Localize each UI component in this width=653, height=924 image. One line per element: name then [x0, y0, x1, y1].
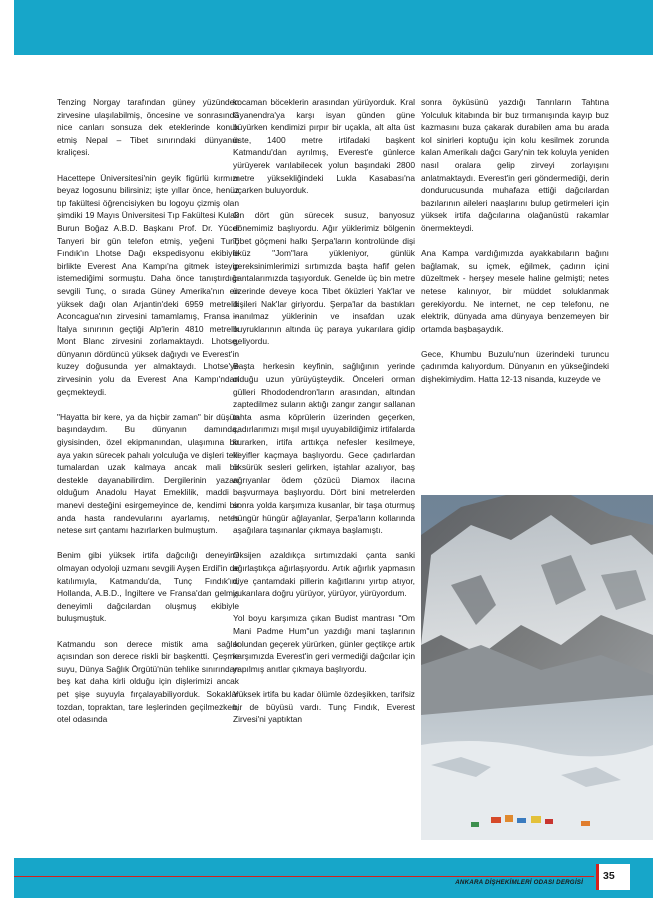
page-number: 35	[603, 870, 615, 882]
journal-name: ANKARA DİŞHEKİMLERİ ODASI DERGİSİ	[455, 879, 583, 886]
paragraph: Benim gibi yüksek irtifa dağcılığı deneyimi olmayan odyoloji uzmanı sevgili Ayşen Erdil'in de katılımıyla, Katmandu'da, Tunç Fındık'ın, Hollanda, A.B.D., İngiltere ve Fransa'dan gelmiş deneyimli dağcılardan oluşmuş ekibiyle buluşmuştuk.	[57, 550, 239, 624]
paragraph: sonra öyküsünü yazdığı Tanrıların Tahtına Yolculuk kitabında bir buz tırmanışında kayıp buz kazmasını buza çakarak durabilen ama bu arada kol sinirleri koptuğu için kolu kesilmek zorunda kalan Amerikalı dağcı Gary'nin tek koluyla yeniden nasıl oralara gelip zirveyi zorlayışını anlatmaktaydı. Everest'in geri göndermediği, derin dondurucusunda muhafaza ettiği dağcılardan bazılarının aileleri naaşlarını bulup getirmeleri için yüksek irtifa dağcılarına olağanüstü rakamlar önermekteydi.	[421, 97, 609, 233]
paragraph: Yol boyu karşımıza çıkan Budist mantrası "Om Mani Padme Hum"un yazdığı mani taşlarının solundan geçerek yürürken, günler geçtikçe artık karşımızda Everest'in geri vermediği dağcılar için yapılmış anıtlar çıkmaya başlıyordu.	[233, 613, 415, 674]
bottom-color-band	[14, 858, 653, 898]
paragraph: "Hayatta bir kere, ya da hiçbir zaman" bir düşün başındaydım. Bu dünyanın damında, giysisinden, özel ekipmanından, ulaşımına bir aya yakın sürecek pahalı yolculuğa ve dişleri telli tumalardan uzak kalmaya ancak mali bir destekle dayanabilirdim. Dergilerinin yazarı olduğum Anadolu Hayat Emeklilik, maddi - manevi desteğini esirgemeyince de, kendimi bir anda hasta randevularını ayarlamış, netes netese sırt çantamı hazırlarken bulmuştum.	[57, 411, 239, 536]
paragraph: Ana Kampa vardığımızda ayakkabıların bağını bağlamak, su içmek, eğilmek, çadırın içini düzeltmek - herşey mesele haline gelmişti; netes netese kalınıyor, bir müddet soluklanmak gerekiyordu. Ne internet, ne cep telefonu, ne elektrik, dünyada ama dünyaya benzemeyen bir ortamda başbaşaydık.	[421, 248, 609, 334]
top-color-band	[14, 0, 653, 55]
paragraph: On dört gün sürecek susuz, banyosuz dönemimiz başlıyordu. Ağır yüklerimiz bölgenin Tibet göçmeni halkı Şerpa'ların kontrolünde dişi öküz "Jom"lara yükleniyor, günlük gereksinimlerimizi sırtımızda başta hafif gelen çantalarımızda taşıyorduk. Genelde üç bin metre üzerinde deveye koca Tibet öküzleri Yak'lar ve dişileri Nak'lar giriyordu. Şerpa'lar da bastıkları inanılmaz yüklerinin ve insafdan uzak buyruklarının altında üç paraya yukarılara gidip geliyordu.	[233, 210, 415, 347]
paragraph: kocaman böceklerin arasından yürüyorduk. Kral Gyanendra'ya karşı isyan günden güne büyürken kendimizi pırpır bir uçakla, alt alta üst üste, 1400 metre irtifadaki başkent Katmandu'dan ayrılmış, Everest'e günlerce yürüyerek varılabilecek yolun başındaki 2800 metre yüksekliğindeki Lukla Kasabası'na uçarken buluyorduk.	[233, 97, 415, 196]
mountain-glacier-photo	[421, 495, 653, 840]
paragraph: Başta herkesin keyfinin, sağlığının yerinde olduğu uzun yürüyüşteydik. Önceleri orman gülleri Rhododendron'ların arasından, altından zaptedilmez suların aktığı zangır zangır sallanan tahta asma köprülerin üzerinden geçerken, çadırlarımızı mışıl mışıl uyuyabildiğimiz irtifalarda kurarken, irtifa arttıkça nefesler kesilmeye, keyifler kaçmaya başlıyordu. Gece çadırlardan öksürük sesleri gelirken, iştahlar azalıyor, baş ağrıyanlar ödem çözücü Diamox ilacına başvurmaya başlıyordu. Dört bini metrelerden sonra yolda karşımıza kusanlar, bir taşa oturmuş hüngür hüngür ağlayanlar, Şerpa'ların kollarında aşağılara taşınanlar çıkmaya başlamıştı.	[233, 361, 415, 536]
paragraph: Gece, Khumbu Buzulu'nun üzerindeki turuncu çadırımda kalıyordum. Dünyanın en yükseğindeki dişhekimiydim. Hatta 12-13 nisanda, kuzeyde ve	[421, 348, 609, 385]
paragraph: Yüksek irtifa bu kadar ölümle özdeşikken, tarifsiz bir de büyüsü vardı. Tunç Fındık, Everest Zirvesi'ni yaptıktan	[233, 688, 415, 725]
paragraph: Tenzing Norgay tarafından güney yüzünden zirvesine ulaşılabilmiş, öncesine ve sonrasında nice canları sonsuza dek eteklerinde konuk etmiş Nepal – Tibet sınırındaki dünyanın kraliçesi.	[57, 97, 239, 158]
text-column-1	[57, 96, 239, 738]
text-column-2	[233, 96, 415, 738]
paragraph: Hacettepe Üniversitesi'nin geyik figürlü kırmızı beyaz logosunu bilirsiniz; işte yıllar önce, henüz tıp fakültesi öğrencisiyken bu logoyu çizmiş olan şimdiki 19 Mayıs Üniversitesi Tıp Fakültesi Kulak Burun Boğaz A.B.D. Başkanı Prof. Dr. Yücel Tanyeri bir gün telefon etmiş, yeğeni Tunç Fındık'ın Lhotse Dağı ekspedisyonu ekibiyle birlikte Everest Ana Kampı'na gitmek isteyip istemediğimi sormuştu. Daha önce tanıştırdığı sevgili Tunç, o sırada Güney Amerika'nın en yüksek dağı olan Arjantin'deki 6959 metrelik Aconcagua'nın zirvesini tamamlamış, Fransa – İtalya sınırının geçtiği Alp'lerin 4810 metrelik Mont Blanc zirvesini zorlamaktaydı. Lhotse, dünyanın dördüncü yüksek dağıydı ve Everest'in kuzey doğusunda yer almaktaydı. Lhotse'ye zirvesinin yolu da Everest Ana Kampı'ndan geçmekteydi.	[57, 172, 239, 397]
paragraph: Katmandu son derece mistik ama sağlık açısından son derece riskli bir başkentti. Çeşme suyu, Dünya Sağlık Örgütü'nün tehlike sınırından beş kat daha kirli olduğu için dişlerimizi ancak pet şişe suyuyla fırçalayabiliyorduk. Sokaklar tozdan, topraktan, tare leşlerinden geçilmezken, otel odasında	[57, 638, 239, 725]
footer-rule	[14, 876, 594, 877]
paragraph: Oksijen azaldıkça sırtımızdaki çanta sanki ağırlaştıkça ağırlaşıyordu. Artık ağırlık yapmasın diye çantamdaki pillerin kağıtlarını yırtıp atıyor, yukarılara doğru yürüyor, yürüyor, yürüyordum.	[233, 550, 415, 599]
text-column-3	[421, 96, 609, 398]
